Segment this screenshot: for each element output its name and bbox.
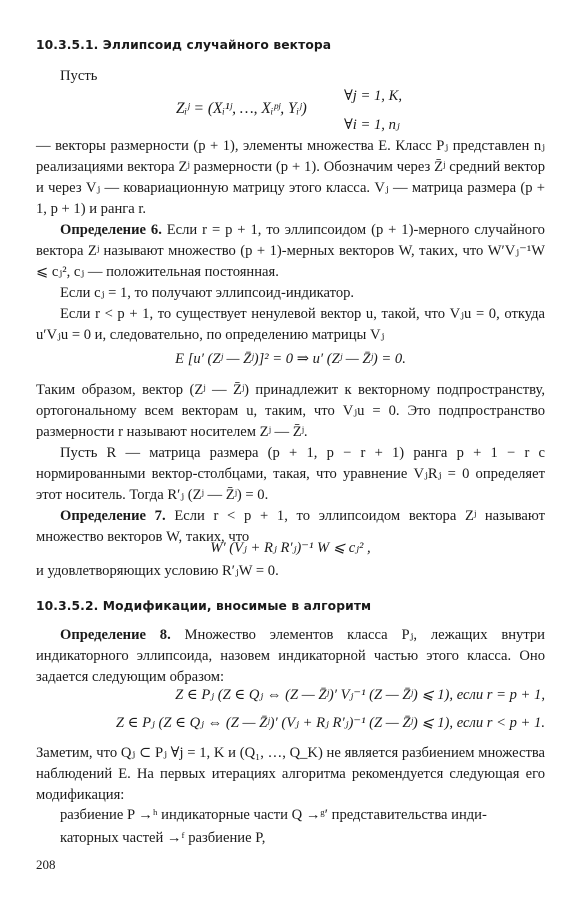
paragraph-r-less: Если r < p + 1, то существует ненулевой вектор u, такой, что Vⱼu = 0, откуда u′Vⱼu = 0 и, следовательно, по определению матрицы Vⱼ xyxy=(36,306,545,343)
paragraph-note: Заметим, что Qⱼ ⊂ Pⱼ ∀j = 1, K и (Q₁, …, Q_K) не является разбиением множества наблюдений E. На первых итерациях алгоритма рекомендуется следующая его модификация: xyxy=(36,745,545,803)
definition-8 xyxy=(36,625,545,688)
paragraph-subspace: Таким образом, вектор (Zʲ — Z̄ʲ) принадлежит к векторному подпространству, ортогональному всем векторам u, таким, что Vⱼu = 0. Это подпространство размерности r называют носителем Zʲ — Z̄ʲ. xyxy=(36,382,545,440)
formula-indicator-full-rank: Z ∈ Pⱼ (Z ∈ Qⱼ ⇔ (Z — Z̄ʲ)′ Vⱼ⁻¹ (Z — Z̄ʲ) ⩽ 1), если r = p + 1, xyxy=(175,687,545,703)
definition-6-label: Определение 6. xyxy=(60,222,162,238)
scheme-line-1: разбиение P →ʰ индикаторные части Q →ᵍ′ представительства инди- xyxy=(60,807,487,823)
formula-ellipsoid-w: W′ (Vⱼ + Rⱼ R′ⱼ)⁻¹ W ⩽ cⱼ² , xyxy=(210,540,371,556)
definition-7-label: Определение 7. xyxy=(60,508,166,524)
definition-7-text: Если r < p + 1, то эллипсоидом вектора Zʲ называют множество векторов W, таких, что xyxy=(36,508,545,545)
formula-z-condition-i: ∀i = 1, nⱼ xyxy=(344,117,400,133)
section-heading-ellipsoid: 10.3.5.1. Эллипсоид случайного вектора xyxy=(36,38,332,52)
definition-8-text: Множество элементов класса Pⱼ, лежащих внутри индикаторного эллипсоида, назовем индикаторной частью этого класса. Оно задается следующим образом: xyxy=(36,627,545,685)
paragraph-indicator: Если cⱼ = 1, то получают эллипсоид-индикатор. xyxy=(60,285,355,301)
formula-z-vector: Zᵢʲ = (Xᵢ¹ʲ, …, Xᵢᵖʲ, Yᵢʲ) xyxy=(176,100,307,117)
scheme-line-2: каторных частей →ᶠ разбиение P, xyxy=(60,830,266,846)
paragraph-satisfy: и удовлетворяющих условию R′ⱼW = 0. xyxy=(36,563,279,579)
formula-indicator-reduced-rank: Z ∈ Pⱼ (Z ∈ Qⱼ ⇔ (Z — Z̄ʲ)′ (Vⱼ + Rⱼ R′ⱼ)⁻¹ (Z — Z̄ʲ) ⩽ 1), если r < p + 1. xyxy=(115,715,545,731)
intro-text: Пусть xyxy=(60,68,98,84)
page-number: 208 xyxy=(36,857,56,872)
formula-expectation: E [u′ (Zʲ — Z̄ʲ)]² = 0 ⇒ u′ (Zʲ — Z̄ʲ) = 0. xyxy=(175,351,406,367)
paragraph-vectors: — векторы размерности (p + 1), элементы множества E. Класс Pⱼ представлен nⱼ реализациями вектора Zʲ размерности (p + 1). Обозначим через Z̄ʲ средний вектор и через Vⱼ — ковариационную матрицу этого класса. Vⱼ — матрица размера (p + 1, p + 1) и ранга r. xyxy=(36,138,545,217)
definition-8-label: Определение 8. xyxy=(60,627,171,643)
paragraph-matrix-r: Пусть R — матрица размера (p + 1, p − r + 1) ранга p + 1 − r с нормированными вектор-столбцами, такая, что уравнение VⱼRⱼ = 0 определяет этот носитель. Тогда R′ⱼ (Zʲ — Z̄ʲ) = 0. xyxy=(36,445,545,503)
definition-6 xyxy=(36,220,545,283)
formula-z-condition-j: ∀j = 1, K, xyxy=(344,88,402,104)
definition-6-text: Если r = p + 1, то эллипсоидом (p + 1)-мерного случайного вектора Zʲ называют множество (p + 1)-мерных векторов W, таких, что W′Vⱼ⁻¹W ⩽ cⱼ², cⱼ — положительная постоянная. xyxy=(36,222,545,280)
section-heading-modifications: 10.3.5.2. Модификации, вносимые в алгоритм xyxy=(36,599,372,613)
